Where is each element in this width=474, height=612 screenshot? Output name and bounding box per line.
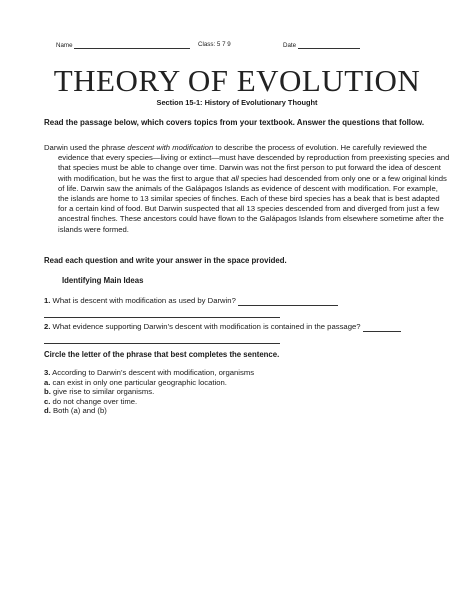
question-3-stem: According to Darwin’s descent with modification, organisms bbox=[50, 368, 255, 377]
question-1-answer-blank[interactable] bbox=[238, 298, 338, 306]
question-2-answer-blank[interactable] bbox=[363, 324, 401, 332]
option-c[interactable] bbox=[44, 397, 444, 407]
question-1-text: What is descent with modification as used by Darwin? bbox=[50, 296, 238, 305]
read-instruction: Read the passage below, which covers topics from your textbook. Answer the questions that follow. bbox=[44, 118, 425, 127]
passage-emphasis-2: all bbox=[231, 173, 239, 183]
multiple-choice-question bbox=[44, 368, 444, 416]
name-label: Name bbox=[56, 42, 73, 49]
question-2-number: 2. bbox=[44, 322, 51, 331]
passage-text-3: species had descended from only one or a few original kinds of life. Darwin saw the animals of the Galápagos Islands as evidence of descent with modification. For example, the islands are home to 13 similar species of finches. Each of these bird species has a beak that is best adapted for a certain kind of food. But Darwin suspected that all 13 species descended from and diverged from just a few ancestral finches. These ancestors could have flown to the Galápagos Islands from elsewhere sometime after the islands were formed. bbox=[58, 173, 447, 234]
date-blank[interactable] bbox=[298, 41, 360, 49]
option-d-letter: d. bbox=[44, 406, 51, 416]
answer-instruction: Read each question and write your answer in the space provided. bbox=[44, 256, 287, 265]
question-2-text: What evidence supporting Darwin’s descent with modification is contained in the passage? bbox=[50, 322, 363, 331]
section-heading: Identifying Main Ideas bbox=[62, 276, 144, 285]
question-1-answer-line[interactable] bbox=[44, 317, 280, 318]
passage-text-2: to describe the process of evolution. He carefully reviewed the evidence that every species—living or extinct—must have descended by reproduction from preexisting species and that species must be able to change over time. Darwin was not the first person to put forward the idea of descent with modification, but he was the first to argue that bbox=[58, 143, 450, 183]
name-field bbox=[56, 41, 190, 49]
passage-emphasis-1: descent with modification bbox=[127, 143, 214, 152]
passage bbox=[44, 143, 450, 235]
option-d-text: Both (a) and (b) bbox=[50, 406, 107, 416]
question-3-number: 3. bbox=[44, 368, 51, 377]
option-a-letter: a. bbox=[44, 377, 51, 387]
option-d[interactable] bbox=[44, 406, 444, 416]
option-b[interactable] bbox=[44, 387, 444, 397]
class-label: Class: 5 7 9 bbox=[198, 41, 231, 48]
option-b-letter: b. bbox=[44, 387, 51, 397]
circle-instruction: Circle the letter of the phrase that best completes the sentence. bbox=[44, 350, 280, 359]
option-b-text: give rise to similar organisms. bbox=[50, 387, 155, 397]
option-a[interactable] bbox=[44, 378, 444, 388]
date-field bbox=[283, 41, 360, 49]
name-blank[interactable] bbox=[74, 41, 190, 49]
passage-text-1: Darwin used the phrase bbox=[44, 143, 128, 152]
option-c-letter: c. bbox=[44, 396, 51, 406]
class-field bbox=[198, 41, 231, 48]
date-label: Date bbox=[283, 42, 297, 49]
question-2-answer-line[interactable] bbox=[44, 343, 280, 344]
section-subtitle: Section 15-1: History of Evolutionary Thought bbox=[156, 98, 318, 107]
option-c-text: do not change over time. bbox=[50, 396, 138, 406]
question-1-number: 1. bbox=[44, 296, 51, 305]
question-1 bbox=[44, 296, 444, 306]
page-title: THEORY OF EVOLUTION bbox=[53, 63, 421, 98]
option-a-text: can exist in only one particular geographic location. bbox=[50, 377, 227, 387]
question-2 bbox=[44, 322, 444, 332]
